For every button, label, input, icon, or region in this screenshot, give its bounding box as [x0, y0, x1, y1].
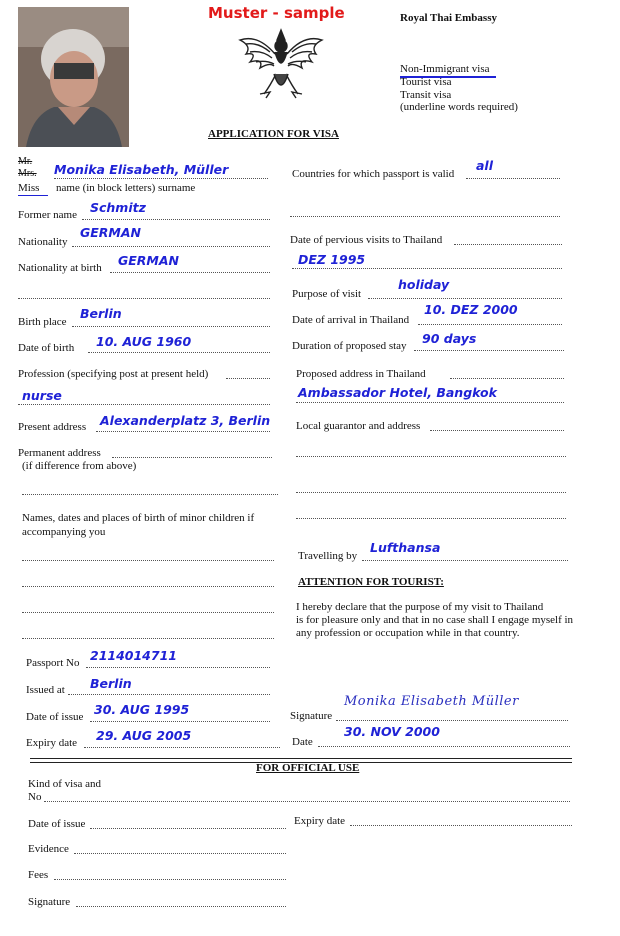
countries-line-2 — [290, 216, 560, 217]
official-signature-dots — [76, 906, 286, 907]
birth-place-label: Birth place — [18, 316, 67, 328]
passport-no-value: 2114014711 — [90, 648, 177, 663]
purpose-label: Purpose of visit — [292, 288, 362, 300]
permanent-address-note: (if difference from above) — [22, 460, 137, 472]
profession-label: Profession (specifying post at present held) — [18, 368, 209, 380]
proposed-address-label: Proposed address in Thailand — [296, 368, 426, 380]
official-signature-label: Signature — [28, 896, 71, 908]
nationality-birth-label: Nationality at birth — [18, 262, 102, 274]
visa-type-non-immigrant: Non-Immigrant visa — [400, 63, 490, 75]
nationality-birth-value: GERMAN — [118, 253, 179, 268]
expiry-date-label: Expiry date — [26, 737, 78, 749]
guarantor-line-2 — [296, 492, 566, 493]
countries-dots — [466, 178, 560, 179]
title-miss: Miss — [18, 182, 40, 194]
visa-type-note: (underline words required) — [400, 101, 518, 113]
arrival-label: Date of arrival in Thailand — [292, 314, 410, 326]
children-line-2 — [22, 586, 274, 587]
former-name-value: Schmitz — [90, 200, 146, 215]
date-value: 30. NOV 2000 — [344, 724, 440, 739]
date-of-issue-value: 30. AUG 1995 — [94, 702, 190, 717]
children-line-3 — [22, 612, 274, 613]
travelling-label: Travelling by — [298, 550, 358, 562]
nationality-value: GERMAN — [80, 225, 141, 240]
issued-at-dots — [68, 694, 270, 695]
name-dots — [54, 178, 268, 179]
declaration-line-2: is for pleasure only and that in no case shall I engage myself in — [296, 614, 574, 626]
date-of-issue-dots — [90, 721, 270, 722]
nationality-dots — [72, 246, 270, 247]
official-evidence-label: Evidence — [28, 843, 69, 855]
official-expiry-dots — [350, 825, 572, 826]
expiry-date-dots — [84, 747, 280, 748]
official-fees-label: Fees — [28, 869, 49, 881]
name-label: name (in block letters) surname — [56, 182, 196, 194]
embassy-name: Royal Thai Embassy — [400, 12, 497, 24]
permanent-address-label: Permanent address — [18, 447, 101, 459]
profession-value: nurse — [22, 388, 62, 403]
passport-no-dots — [86, 667, 270, 668]
issued-at-label: Issued at — [26, 684, 65, 696]
proposed-address-line — [296, 402, 564, 403]
dob-dots — [88, 352, 270, 353]
children-line-4 — [22, 638, 274, 639]
garuda-emblem — [236, 26, 326, 105]
travelling-value: Lufthansa — [370, 540, 441, 555]
official-evidence-dots — [74, 853, 286, 854]
purpose-value: holiday — [398, 277, 450, 292]
permanent-address-dots — [112, 457, 272, 458]
arrival-value: 10. DEZ 2000 — [424, 302, 518, 317]
title-mr: Mr. — [18, 156, 33, 167]
travelling-dots — [362, 560, 568, 561]
purpose-dots — [368, 298, 562, 299]
name-value: Monika Elisabeth, Müller — [54, 162, 229, 177]
date-dots — [318, 746, 570, 747]
former-name-dots — [82, 219, 270, 220]
present-address-value: Alexanderplatz 3, Berlin — [100, 413, 271, 428]
profession-dots-b — [18, 404, 270, 405]
declaration-line-1: I hereby declare that the purpose of my visit to Thailand — [296, 601, 544, 613]
guarantor-line-1 — [296, 456, 566, 457]
birth-place-value: Berlin — [80, 306, 122, 321]
dob-value: 10. AUG 1960 — [96, 334, 192, 349]
birth-place-dots — [72, 326, 270, 327]
official-title: FOR OFFICIAL USE — [256, 762, 360, 774]
date-label: Date — [292, 736, 313, 748]
title-miss-underline — [18, 195, 48, 196]
countries-value: all — [476, 158, 494, 173]
children-label-2: accompanying you — [22, 526, 106, 538]
passport-no-label: Passport No — [26, 657, 80, 669]
official-kind-label: Kind of visa and — [28, 778, 102, 790]
official-date-issue-label: Date of issue — [28, 818, 86, 830]
duration-value: 90 days — [422, 331, 477, 346]
applicant-photo — [18, 7, 129, 147]
duration-dots — [414, 350, 564, 351]
official-expiry-label: Expiry date — [294, 815, 346, 827]
declaration-line-3: any profession or occupation while in that country. — [296, 627, 520, 639]
form-title: APPLICATION FOR VISA — [208, 128, 339, 140]
children-line-1 — [22, 560, 274, 561]
signature-value: Monika Elisabeth Müller — [344, 694, 519, 709]
duration-label: Duration of proposed stay — [292, 340, 407, 352]
sample-watermark: Muster - sample — [208, 4, 345, 22]
guarantor-label: Local guarantor and address — [296, 420, 421, 432]
title-mrs: Mrs. — [18, 168, 37, 179]
official-fees-dots — [54, 879, 286, 880]
previous-visits-line — [292, 268, 562, 269]
date-of-issue-label: Date of issue — [26, 711, 84, 723]
guarantor-dots — [430, 430, 564, 431]
children-label-1: Names, dates and places of birth of minor children if — [22, 512, 255, 524]
blank-line-1 — [18, 298, 270, 299]
official-divider-1 — [30, 758, 572, 759]
proposed-address-dots — [450, 378, 564, 379]
issued-at-value: Berlin — [90, 676, 132, 691]
official-no-dots — [44, 801, 570, 802]
proposed-address-value: Ambassador Hotel, Bangkok — [298, 385, 497, 400]
profession-dots-a — [226, 378, 270, 379]
attention-title: ATTENTION FOR TOURIST: — [298, 576, 444, 588]
signature-dots — [336, 720, 568, 721]
signature-label: Signature — [290, 710, 333, 722]
dob-label: Date of birth — [18, 342, 75, 354]
previous-visits-label: Date of pervious visits to Thailand — [290, 234, 443, 246]
permanent-address-line — [22, 494, 278, 495]
previous-visits-value: DEZ 1995 — [298, 252, 366, 267]
guarantor-line-3 — [296, 518, 566, 519]
present-address-label: Present address — [18, 421, 87, 433]
arrival-dots — [418, 324, 562, 325]
nationality-label: Nationality — [18, 236, 68, 248]
official-date-issue-dots — [90, 828, 286, 829]
former-name-label: Former name — [18, 209, 77, 221]
official-no-label: No — [28, 791, 42, 803]
expiry-date-value: 29. AUG 2005 — [96, 728, 192, 743]
countries-label: Countries for which passport is valid — [292, 168, 455, 180]
present-address-dots — [96, 431, 270, 432]
visa-type-tourist: Tourist visa — [400, 76, 452, 88]
visa-type-transit: Transit visa — [400, 89, 452, 101]
nationality-birth-dots — [110, 272, 270, 273]
previous-visits-dots — [454, 244, 562, 245]
